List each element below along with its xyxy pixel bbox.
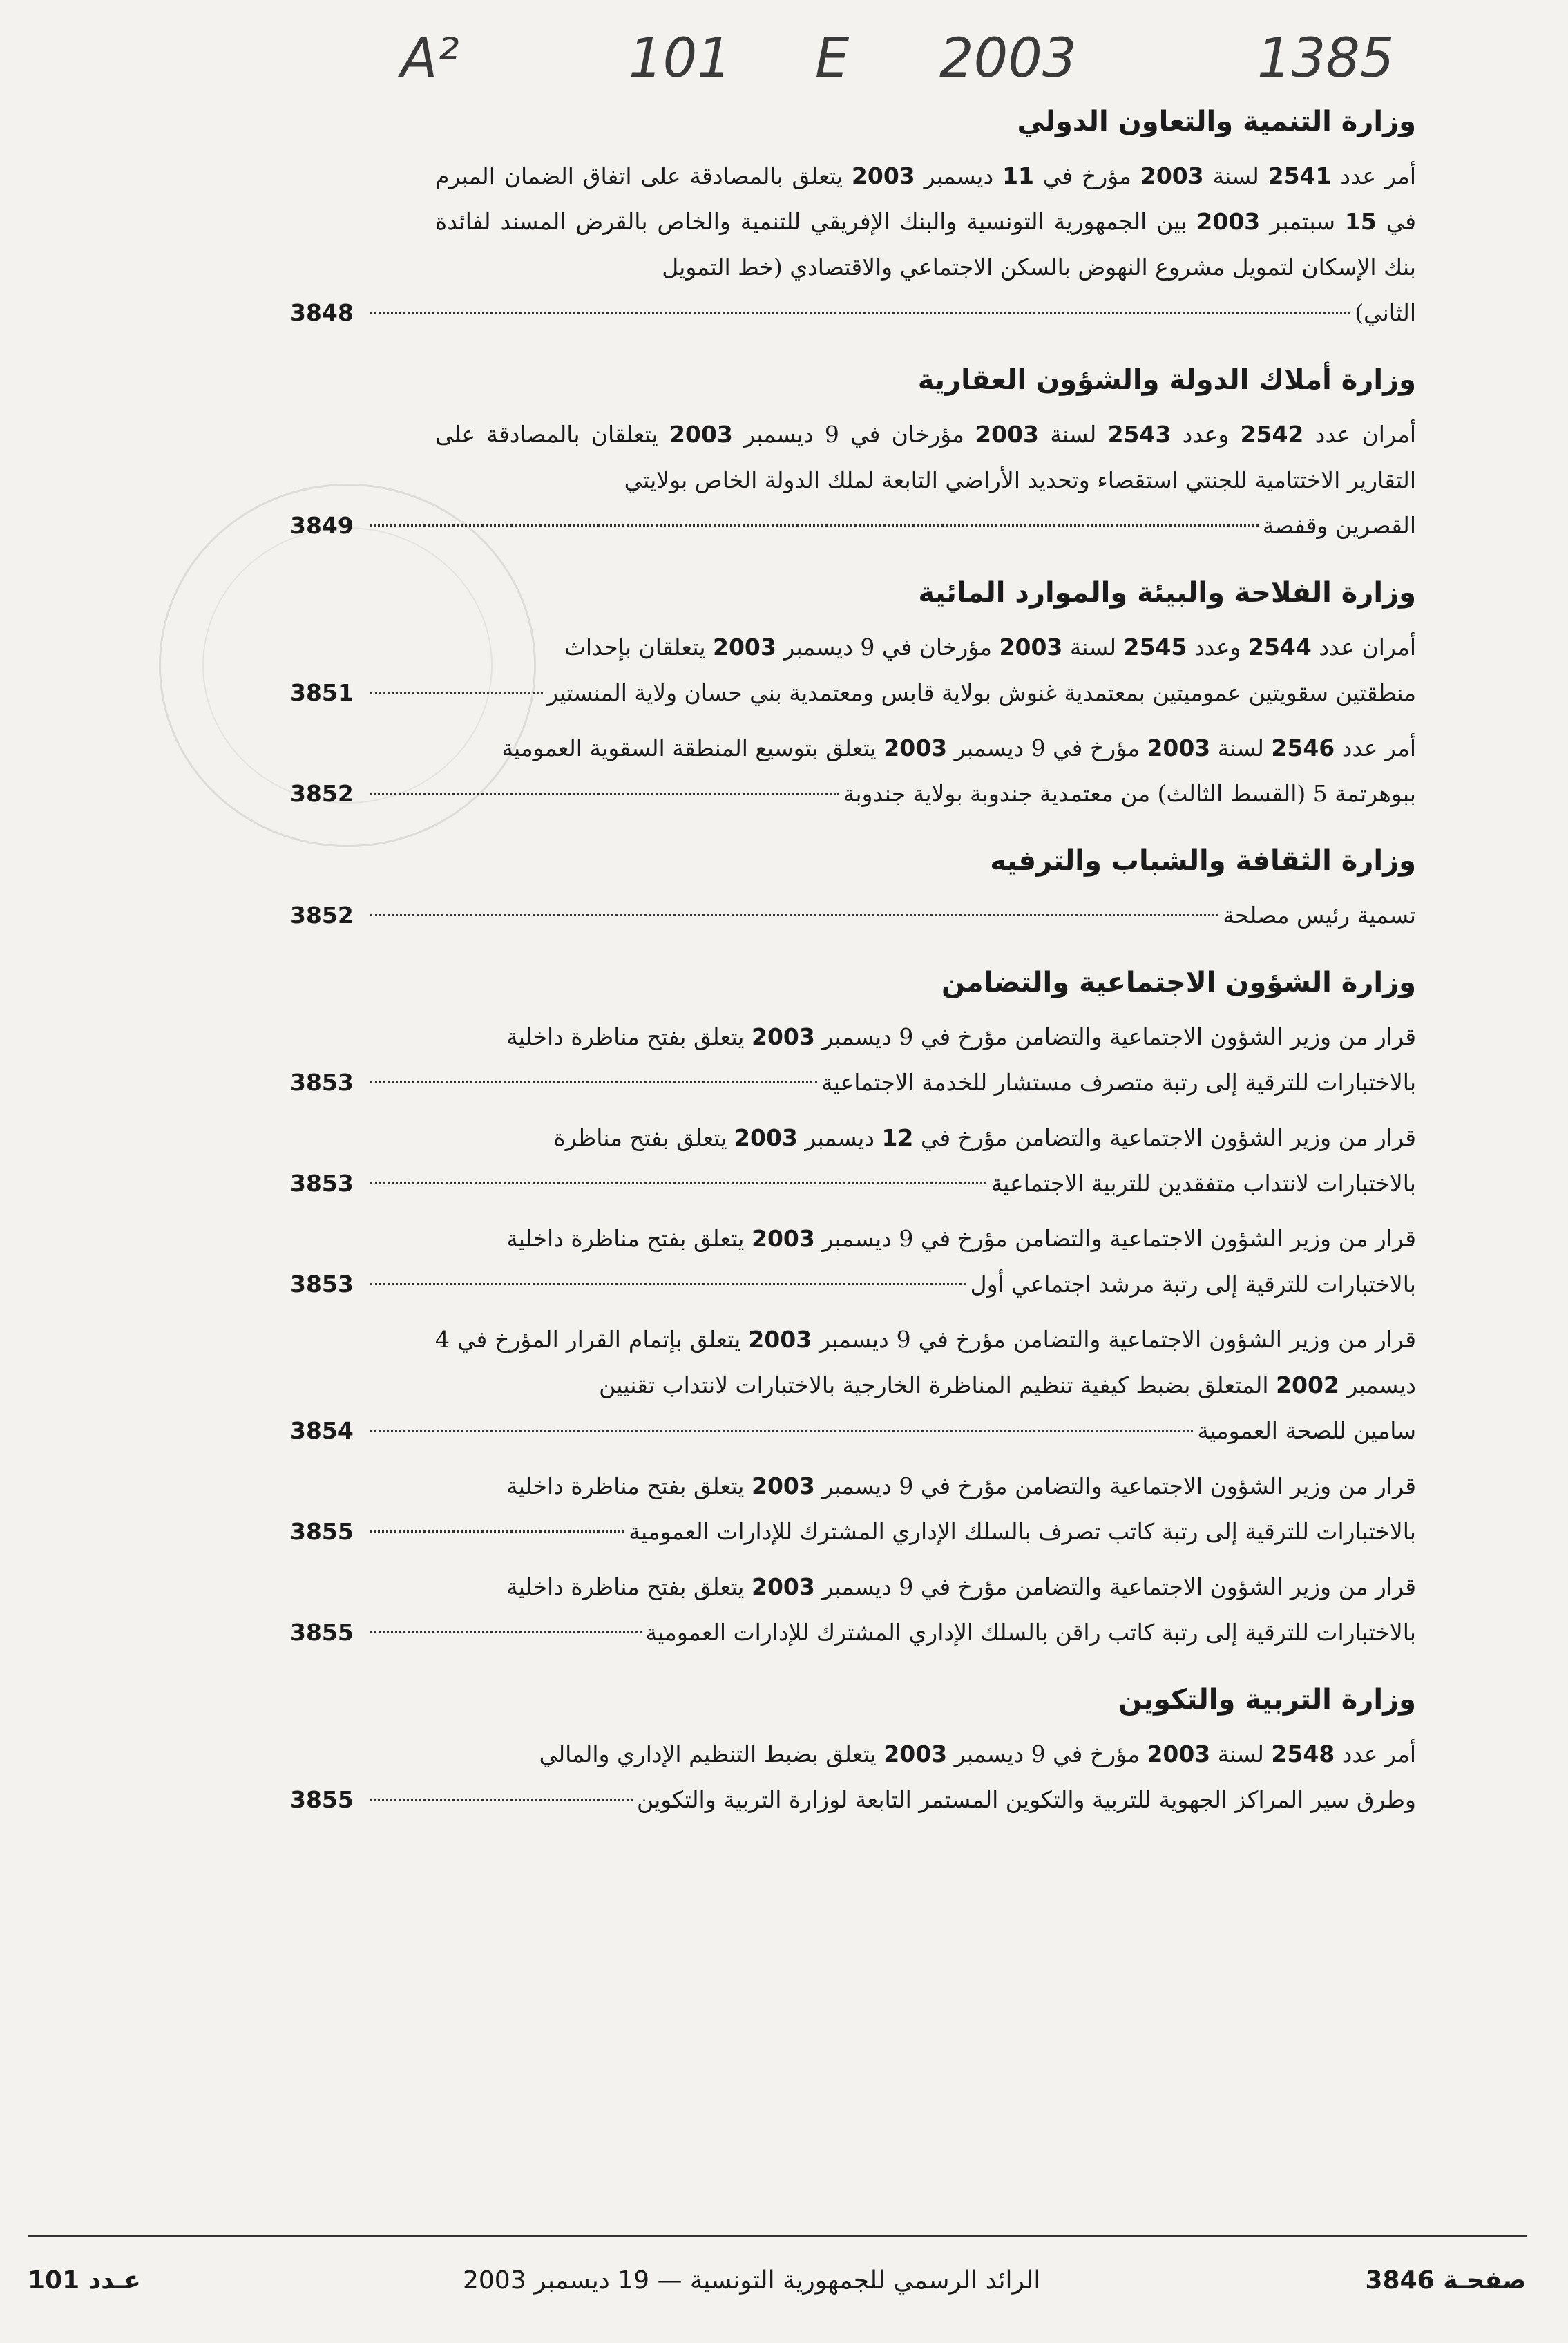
entry-text: قرار من وزير الشؤون الاجتماعية والتضامن مؤرخ في 9 ديسمبر 2003 يتعلق بفتح مناظرة داخلية <box>506 1023 1416 1050</box>
entry-page-number: 3849 <box>290 512 354 539</box>
entry-last-text: ببوهرتمة 5 (القسط الثالث) من معتمدية جندوبة بولاية جندوبة <box>843 780 1416 807</box>
entry-last-text: تسمية رئيس مصلحة <box>1223 902 1416 929</box>
entry-last-line <box>290 290 1416 336</box>
footer-page-number: صفحـة 3846 <box>1365 2266 1527 2295</box>
entry-last-text: بالاختبارات لانتداب متفقدين للتربية الاجتماعية <box>991 1170 1416 1197</box>
entry-text: قرار من وزير الشؤون الاجتماعية والتضامن مؤرخ في 9 ديسمبر 2003 يتعلق بفتح مناظرة داخلية <box>506 1225 1416 1252</box>
entry-last-line <box>290 1777 1416 1823</box>
toc-entry <box>290 1564 1416 1656</box>
entry-page-number: 3855 <box>290 1518 354 1545</box>
dot-leader <box>370 312 1350 314</box>
handwritten-mark-e: 1385 <box>1257 28 1395 90</box>
toc-entry <box>290 1732 1416 1823</box>
entry-text: أمران عدد 2544 وعدد 2545 لسنة 2003 مؤرخان في 9 ديسمبر 2003 يتعلقان بإحداث <box>564 634 1416 661</box>
entry-last-text: بالاختبارات للترقية إلى رتبة كاتب تصرف بالسلك الإداري المشترك للإدارات العمومية <box>629 1518 1416 1545</box>
entry-text: أمران عدد 2542 وعدد 2543 لسنة 2003 مؤرخان في 9 ديسمبر 2003 يتعلقان بالمصادقة على التقارير الاختتامية للجنتي استقصاء وتحديد الأراضي التابعة لملك الدولة الخاص بولايتي <box>435 421 1417 493</box>
entry-page-number: 3855 <box>290 1619 354 1646</box>
entry-page-number: 3853 <box>290 1170 354 1197</box>
entry-text: قرار من وزير الشؤون الاجتماعية والتضامن مؤرخ في 9 ديسمبر 2003 يتعلق بفتح مناظرة داخلية <box>506 1573 1416 1600</box>
dot-leader <box>370 1430 1193 1432</box>
entry-last-line <box>290 1610 1416 1656</box>
ministry-heading: وزارة التنمية والتعاون الدولي <box>1017 106 1416 137</box>
handwritten-mark-c: E <box>815 28 850 90</box>
dot-leader <box>370 1530 624 1533</box>
footer-journal-title: الرائد الرسمي للجمهورية التونسية — 19 ديسمبر 2003 <box>463 2266 1041 2295</box>
toc-entry <box>290 893 1416 938</box>
entry-last-text: سامين للصحة العمومية <box>1197 1417 1416 1444</box>
entry-last-text: بالاختبارات للترقية إلى رتبة كاتب راقن بالسلك الإداري المشترك للإدارات العمومية <box>645 1619 1416 1646</box>
entry-last-text: بالاختبارات للترقية إلى رتبة متصرف مستشار للخدمة الاجتماعية <box>821 1069 1416 1096</box>
handwritten-annotation <box>387 21 1451 104</box>
ministry-heading: وزارة أملاك الدولة والشؤون العقارية <box>917 364 1416 396</box>
toc-entry <box>290 1317 1416 1454</box>
toc-entry <box>290 1014 1416 1106</box>
footer-divider <box>28 2235 1527 2237</box>
ministry-heading: وزارة الفلاحة والبيئة والموارد المائية <box>918 577 1416 609</box>
page-footer <box>28 2266 1527 2315</box>
entry-page-number: 3852 <box>290 780 354 807</box>
entry-page-number: 3852 <box>290 902 354 929</box>
entry-last-line <box>290 771 1416 817</box>
toc-entry <box>290 1115 1416 1206</box>
dot-leader <box>370 1631 642 1633</box>
ministry-heading: وزارة الشؤون الاجتماعية والتضامن <box>941 967 1416 998</box>
entry-last-text: القصرين وقفصة <box>1262 512 1416 539</box>
dot-leader <box>370 1182 986 1184</box>
entry-page-number: 3853 <box>290 1271 354 1298</box>
dot-leader <box>370 1283 966 1285</box>
handwritten-mark-a: A² <box>401 28 459 90</box>
footer-issue-number: عـدد 101 <box>28 2266 141 2295</box>
entry-page-number: 3854 <box>290 1417 354 1444</box>
entry-text: قرار من وزير الشؤون الاجتماعية والتضامن مؤرخ في 9 ديسمبر 2003 يتعلق بفتح مناظرة داخلية <box>506 1472 1416 1499</box>
toc-entry <box>290 625 1416 716</box>
entry-last-text: بالاختبارات للترقية إلى رتبة مرشد اجتماعي أول <box>970 1271 1416 1298</box>
entry-text: قرار من وزير الشؤون الاجتماعية والتضامن مؤرخ في 12 ديسمبر 2003 يتعلق بفتح مناظرة <box>553 1124 1416 1151</box>
entry-last-line <box>290 503 1416 549</box>
handwritten-mark-d: 2003 <box>939 28 1077 90</box>
table-of-contents <box>290 104 1416 1832</box>
ministry-heading: وزارة التربية والتكوين <box>1118 1684 1416 1716</box>
toc-entry <box>290 1216 1416 1307</box>
toc-entry <box>290 725 1416 817</box>
entry-last-line <box>290 1161 1416 1206</box>
ministry-heading: وزارة الثقافة والشباب والترفيه <box>990 845 1416 877</box>
dot-leader <box>370 692 543 694</box>
entry-last-line <box>290 893 1416 938</box>
entry-last-line <box>290 1060 1416 1106</box>
dot-leader <box>370 1799 633 1801</box>
entry-last-text: الثاني) <box>1355 299 1416 326</box>
entry-page-number: 3855 <box>290 1786 354 1813</box>
entry-page-number: 3851 <box>290 679 354 706</box>
entry-page-number: 3848 <box>290 299 354 326</box>
dot-leader <box>370 793 839 795</box>
toc-entry <box>290 153 1416 336</box>
dot-leader <box>370 914 1218 916</box>
entry-text: أمر عدد 2548 لسنة 2003 مؤرخ في 9 ديسمبر 2003 يتعلق بضبط التنظيم الإداري والمالي <box>539 1740 1416 1767</box>
entry-text: أمر عدد 2546 لسنة 2003 مؤرخ في 9 ديسمبر 2003 يتعلق بتوسيع المنطقة السقوية العمومية <box>501 734 1416 761</box>
entry-last-text: منطقتين سقويتين عموميتين بمعتمدية غنوش بولاية قابس ومعتمدية بني حسان ولاية المنستير <box>547 679 1416 706</box>
entry-last-text: وطرق سير المراكز الجهوية للتربية والتكوين المستمر التابعة لوزارة التربية والتكوين <box>636 1786 1416 1813</box>
entry-last-line <box>290 1509 1416 1555</box>
handwritten-mark-b: 101 <box>629 28 732 90</box>
toc-entry <box>290 1463 1416 1555</box>
dot-leader <box>370 524 1259 527</box>
dot-leader <box>370 1081 817 1083</box>
entry-text: أمر عدد 2541 لسنة 2003 مؤرخ في 11 ديسمبر 2003 يتعلق بالمصادقة على اتفاق الضمان المبرم في 15 سبتمبر 2003 بين الجمهورية التونسية والبنك الإفريقي للتنمية والخاص بالقرض المسند لفائدة بنك الإسكان لتمويل مشروع النهوض بالسكن الاجتماعي والاقتصادي (خط التمويل <box>435 162 1416 281</box>
entry-last-line <box>290 1262 1416 1307</box>
entry-text: قرار من وزير الشؤون الاجتماعية والتضامن مؤرخ في 9 ديسمبر 2003 يتعلق بإتمام القرار المؤرخ في 4 ديسمبر 2002 المتعلق بضبط كيفية تنظيم المناظرة الخارجية بالاختبارات لانتداب تقنيين <box>435 1326 1416 1398</box>
entry-last-line <box>290 1408 1416 1454</box>
entry-page-number: 3853 <box>290 1069 354 1096</box>
toc-entry <box>290 412 1416 549</box>
entry-last-line <box>290 670 1416 716</box>
